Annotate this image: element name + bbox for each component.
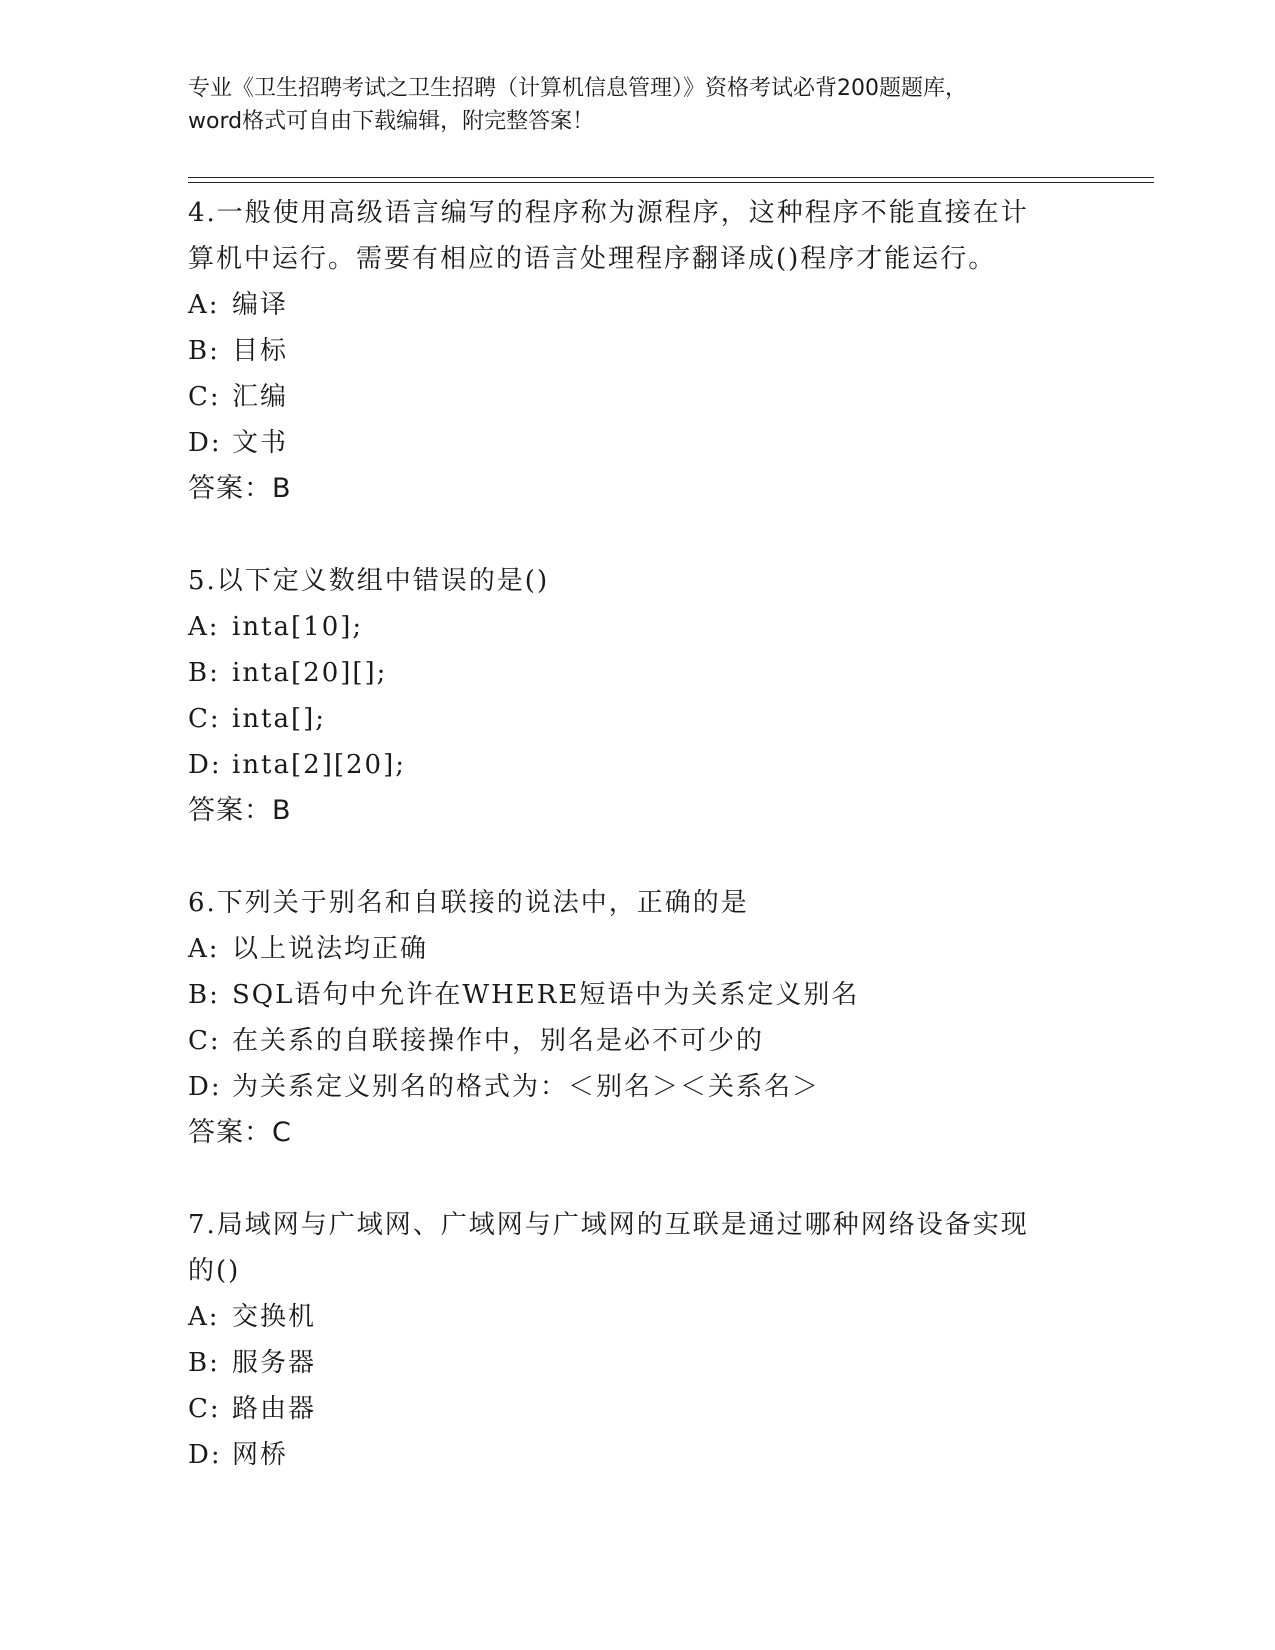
option-letter: B:	[188, 980, 220, 1010]
stem-line: 5.以下定义数组中错误的是()	[188, 566, 550, 596]
header-divider-top	[188, 177, 1154, 178]
option-letter: B:	[188, 658, 220, 688]
option-text: 为关系定义别名的格式为：＜别名＞＜关系名＞	[232, 1072, 821, 1102]
stem-line: 4.一般使用高级语言编写的程序称为源程序，这种程序不能直接在计	[188, 198, 1029, 228]
option-text: 目标	[232, 336, 289, 366]
option-letter: B:	[188, 336, 220, 366]
option-a	[188, 282, 1088, 328]
option-text: 汇编	[232, 382, 289, 412]
question-stem	[188, 880, 1088, 926]
option-letter: B:	[188, 1348, 220, 1378]
question-stem	[188, 1202, 1088, 1294]
option-d	[188, 1432, 1088, 1478]
header-line-1: 专业《卫生招聘考试之卫生招聘（计算机信息管理）》资格考试必背200题题库，	[188, 76, 967, 101]
option-b	[188, 328, 1088, 374]
option-text: 在关系的自联接操作中，别名是必不可少的	[232, 1026, 765, 1056]
document-header	[188, 72, 1088, 138]
question-stem	[188, 558, 1088, 604]
option-letter: A:	[188, 1302, 220, 1332]
option-text: 编译	[232, 290, 289, 320]
option-d	[188, 742, 1088, 788]
option-text: inta[10];	[232, 612, 364, 642]
option-letter: C:	[188, 1394, 221, 1424]
option-letter: C:	[188, 704, 221, 734]
option-text: 以上说法均正确	[232, 934, 429, 964]
question-list	[188, 190, 1088, 1524]
option-text: 路由器	[232, 1394, 317, 1424]
option-b	[188, 972, 1088, 1018]
question-4	[188, 190, 1088, 512]
option-b	[188, 1340, 1088, 1386]
option-letter: C:	[188, 1026, 221, 1056]
option-text: inta[2][20];	[232, 750, 406, 780]
stem-line: 6.下列关于别名和自联接的说法中，正确的是	[188, 888, 749, 918]
stem-line: 7.局域网与广域网、广域网与广域网的互联是通过哪种网络设备实现	[188, 1210, 1029, 1240]
option-text: 网桥	[232, 1440, 289, 1470]
option-c	[188, 696, 1088, 742]
question-6	[188, 880, 1088, 1156]
answer: 答案：B	[188, 473, 292, 504]
option-c	[188, 1386, 1088, 1432]
question-5	[188, 558, 1088, 834]
header-line-2: word格式可自由下载编辑，附完整答案！	[188, 109, 595, 134]
option-text: 服务器	[232, 1348, 317, 1378]
option-a	[188, 926, 1088, 972]
stem-line: 的()	[188, 1256, 241, 1286]
option-letter: D:	[188, 1440, 222, 1470]
option-text: SQL语句中允许在WHERE短语中为关系定义别名	[232, 980, 860, 1010]
answer: 答案：C	[188, 1117, 292, 1148]
option-letter: D:	[188, 750, 222, 780]
option-letter: A:	[188, 612, 220, 642]
option-c	[188, 1018, 1088, 1064]
answer: 答案：B	[188, 795, 292, 826]
question-7	[188, 1202, 1088, 1478]
header-divider-bottom	[188, 182, 1154, 183]
stem-line: 算机中运行。需要有相应的语言处理程序翻译成()程序才能运行。	[188, 244, 997, 274]
option-a	[188, 1294, 1088, 1340]
option-letter: D:	[188, 428, 222, 458]
option-letter: D:	[188, 1072, 222, 1102]
option-d	[188, 420, 1088, 466]
question-stem	[188, 190, 1088, 282]
option-text: 交换机	[232, 1302, 317, 1332]
option-c	[188, 374, 1088, 420]
option-letter: C:	[188, 382, 221, 412]
option-a	[188, 604, 1088, 650]
option-text: 文书	[232, 428, 289, 458]
option-d	[188, 1064, 1088, 1110]
option-text: inta[20][];	[232, 658, 388, 688]
option-b	[188, 650, 1088, 696]
option-letter: A:	[188, 934, 220, 964]
option-letter: A:	[188, 290, 220, 320]
option-text: inta[];	[232, 704, 327, 734]
